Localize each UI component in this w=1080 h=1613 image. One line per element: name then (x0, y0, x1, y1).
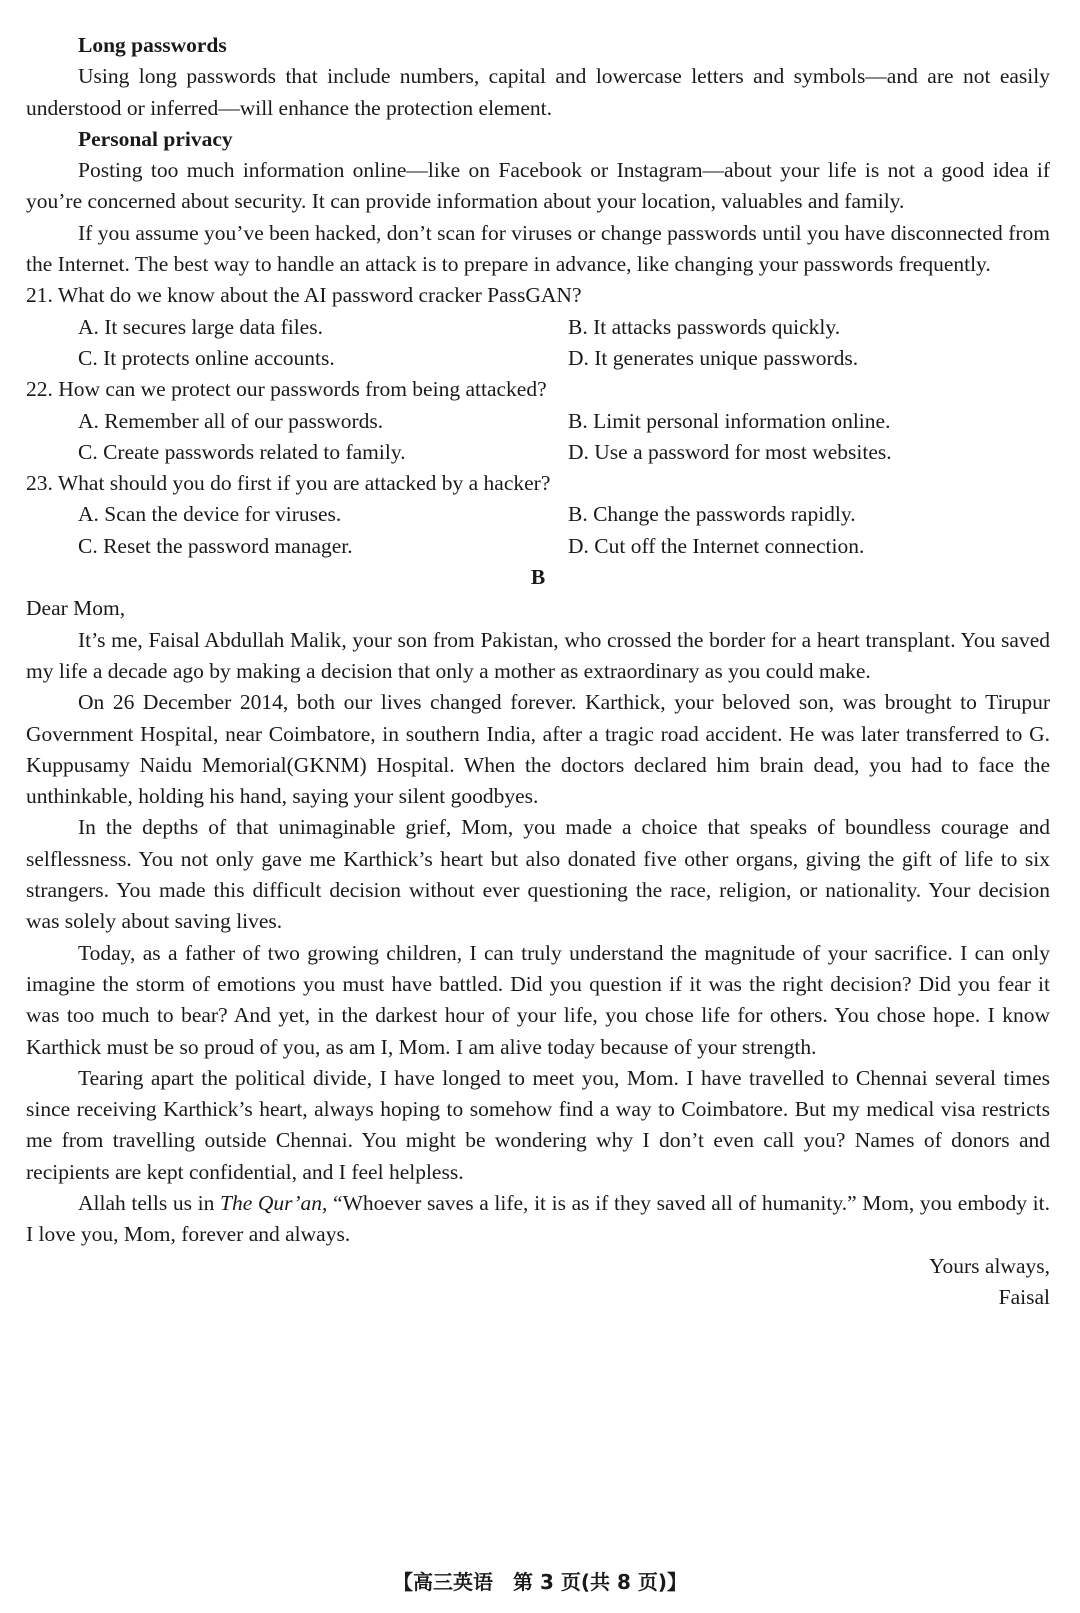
option-a: A. Scan the device for viruses. (78, 502, 342, 527)
letter-paragraph: Today, as a father of two growing children, I can truly understand the magnitude of your sacrifice. I can only imagine the storm of emotions you must have battled. Did you question if it was the right decision? Did you fear it was too much to bear? And yet, in the darkest hour of your life, you chose life for others. You chose hope. I know Karthick must be so proud of you, as am I, Mom. I am alive today because of your strength. (26, 940, 1050, 1059)
option-b: B. It attacks passwords quickly. (568, 314, 841, 339)
option-b: B. Limit personal information online. (568, 408, 891, 433)
option-c: C. Create passwords related to family. (78, 439, 406, 464)
quran-before: Allah tells us in (78, 1190, 221, 1215)
option-d: D. Use a password for most websites. (568, 439, 892, 464)
section-label-b: B (530, 565, 546, 590)
page-content (26, 30, 1050, 1313)
heading-long-passwords: Long passwords (78, 33, 227, 57)
question-stem: 21. What do we know about the AI password cracker PassGAN? (26, 283, 582, 308)
quran-title: The Qur’an (220, 1190, 323, 1215)
letter-paragraph: In the depths of that unimaginable grief, Mom, you made a choice that speaks of boundless courage and selflessness. You not only gave me Karthick’s heart but also donated five other organs, giving the gift of life to six strangers. You made this difficult decision without ever questioning the race, religion, or nationality. Your decision was solely about saving lives. (26, 815, 1050, 934)
letter-paragraph-quran (26, 1188, 1050, 1251)
question-21 (26, 280, 1050, 374)
paragraph-personal-privacy: Posting too much information online—like on Facebook or Instagram—about your life is not a good idea if you’re concerned about security. It can provide information about your location, valuables and family. (26, 158, 1050, 214)
heading-personal-privacy: Personal privacy (78, 126, 233, 151)
option-d: D. It generates unique passwords. (568, 345, 859, 370)
question-23 (26, 468, 1050, 562)
option-c: C. Reset the password manager. (78, 533, 353, 558)
option-d: D. Cut off the Internet connection. (568, 533, 865, 558)
letter-signature: Faisal (998, 1284, 1050, 1309)
paragraph-long-passwords: Using long passwords that include numbers, capital and lowercase letters and symbols—and are not easily understood or inferred—will enhance the protection element. (26, 64, 1050, 120)
letter-paragraph: It’s me, Faisal Abdullah Malik, your son from Pakistan, who crossed the border for a heart transplant. You saved my life a decade ago by making a decision that only a mother as extraordinary as you could make. (26, 627, 1050, 683)
letter-paragraph: On 26 December 2014, both our lives changed forever. Karthick, your beloved son, was brought to Tirupur Government Hospital, near Coimbatore, in southern India, after a tragic road accident. He was later transferred to G. Kuppusamy Naidu Memorial(GKNM) Hospital. When the doctors declared him brain dead, you had to face the unthinkable, holding his hand, saying your silent goodbyes. (26, 690, 1050, 809)
letter-paragraph: Tearing apart the political divide, I have longed to meet you, Mom. I have travelled to Chennai several times since receiving Karthick’s heart, always hoping to somehow find a way to Coimbatore. But my medical visa restricts me from travelling outside Chennai. You might be wondering why I don’t even call you? Names of donors and recipients are kept confidential, and I feel helpless. (26, 1065, 1050, 1184)
paragraph-if-hacked: If you assume you’ve been hacked, don’t scan for viruses or change passwords until you have disconnected from the Internet. The best way to handle an attack is to prepare in advance, like changing your passwords frequently. (26, 220, 1050, 277)
option-a: A. It secures large data files. (78, 314, 323, 339)
letter-salutation: Dear Mom, (26, 596, 126, 621)
question-stem: 22. How can we protect our passwords from being attacked? (26, 377, 547, 402)
question-stem: 23. What should you do first if you are attacked by a hacker? (26, 471, 551, 496)
option-c: C. It protects online accounts. (78, 345, 335, 370)
quran-after: , “Whoever saves a life, it is as if they saved all of humanity.” Mom, you embody it. I love you, Mom, forever and always. (26, 1190, 1051, 1247)
page-footer: 【高三英语 第 3 页(共 8 页)】 (393, 1570, 687, 1594)
question-22 (26, 374, 1050, 468)
option-b: B. Change the passwords rapidly. (568, 502, 856, 527)
letter-closing: Yours always, (929, 1253, 1050, 1278)
option-a: A. Remember all of our passwords. (78, 408, 384, 433)
